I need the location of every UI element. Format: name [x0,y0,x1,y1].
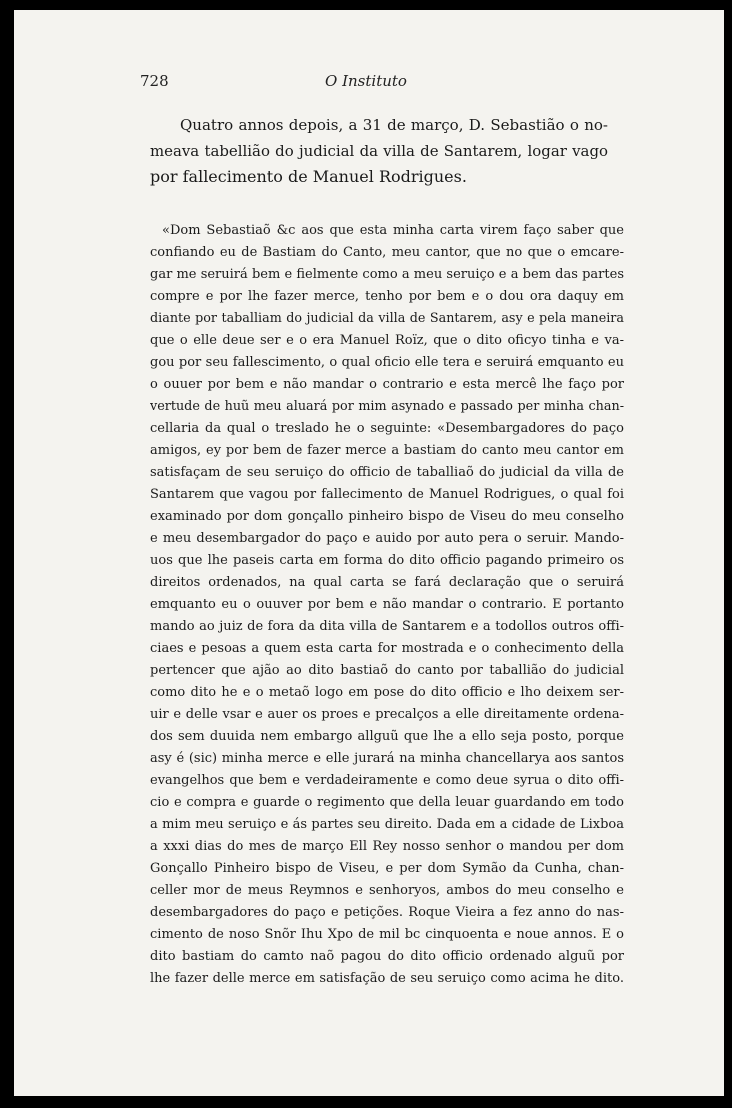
document-line: diante por taballiam do judicial da villa de Santarem, asy e pela maneira [150,311,624,326]
document-quote [150,220,624,990]
document-line: celler mor de meus Reymnos e senhoryos, ambos do meu conselho e [150,883,624,898]
intro-line: meava tabellião do judicial da villa de Santarem, logar vago [150,142,608,160]
document-line: cimento de noso Snõr Ihu Xpo de mil bc cinquoenta e noue annos. E o [150,927,624,942]
document-line: cellaria da qual o treslado he o seguinte: «Desembargadores do paço [150,421,624,436]
document-line: a xxxi dias do mes de março Ell Rey nosso senhor o mandou per dom [150,839,624,854]
document-line: ciaes e pesoas a quem esta carta for mostrada e o conhecimento della [150,641,624,656]
document-line: cio e compra e guarde o regimento que della leuar guardando em todo [150,795,624,810]
document-line: como dito he e o metaõ logo em pose do dito officio e lho deixem ser- [150,685,624,700]
document-line: a mim meu seruiço e ás partes seu direito. Dada em a cidade de Lixboa [150,817,624,832]
document-line: dos sem duuida nem embargo allguũ que lhe a ello seja posto, porque [150,729,624,744]
document-line: compre e por lhe fazer merce, tenho por bem e o dou ora daquy em [150,289,624,304]
document-line: amigos, ey por bem de fazer merce a bastiam do canto meu cantor em [150,443,624,458]
document-line: desembargadores do paço e petições. Roque Vieira a fez anno do nas- [150,905,624,920]
intro-line: por fallecimento de Manuel Rodrigues. [150,167,467,186]
document-line: satisfaçam de seu seruiço do officio de taballiaõ do judicial da villa de [150,465,624,480]
document-line: evangelhos que bem e verdadeiramente e como deue syrua o dito offi- [150,773,624,788]
document-line: dito bastiam do camto naõ pagou do dito officio ordenado alguũ por [150,949,624,964]
document-line: e meu desembargador do paço e auido por auto pera o seruir. Mando- [150,531,624,546]
document-line: examinado por dom gonçallo pinheiro bispo de Viseu do meu conselho [150,509,624,524]
document-line: gar me seruirá bem e fielmente como a meu seruiço e a bem das partes [150,267,624,282]
document-line: pertencer que ajão ao dito bastiaõ do canto por taballião do judicial [150,663,624,678]
intro-line: Quatro annos depois, a 31 de março, D. Sebastião o no- [180,116,608,134]
document-line: o ouuer por bem e não mandar o contrario e esta mercê lhe faço por [150,377,624,392]
document-line: uos que lhe paseis carta em forma do dito officio pagando primeiro os [150,553,624,568]
document-line: lhe fazer delle merce em satisfação de seu seruiço como acima he dito. [150,971,624,986]
document-line: Gonçallo Pinheiro bispo de Viseu, e per dom Symão da Cunha, chan- [150,861,624,876]
document-line: vertude de huũ meu aluará por mim asynado e passado per minha chan- [150,399,624,414]
intro-paragraph [150,112,608,190]
document-line: Santarem que vagou por fallecimento de Manuel Rodrigues, o qual foi [150,487,624,502]
document-line: emquanto eu o ouuver por bem e não mandar o contrario. E portanto [150,597,624,612]
document-line: «Dom Sebastiaõ &c aos que esta minha carta virem faço saber que [162,223,624,238]
running-title: O Instituto [325,72,407,90]
document-line: confiando eu de Bastiam do Canto, meu cantor, que no que o emcare- [150,245,624,260]
document-line: gou por seu fallescimento, o qual oficio elle tera e seruirá emquanto eu [150,355,624,370]
document-line: mando ao juiz de fora da dita villa de Santarem e a todollos outros offi- [150,619,624,634]
page-number: 728 [140,72,169,90]
document-line: uir e delle vsar e auer os proes e precalços a elle direitamente ordena- [150,707,624,722]
document-line: asy é (sic) minha merce e elle jurará na minha chancellarya aos santos [150,751,624,766]
document-line: que o elle deue ser e o era Manuel Roïz, que o dito oficyo tinha e va- [150,333,624,348]
document-line: direitos ordenados, na qual carta se fará declaração que o seruirá [150,575,624,590]
